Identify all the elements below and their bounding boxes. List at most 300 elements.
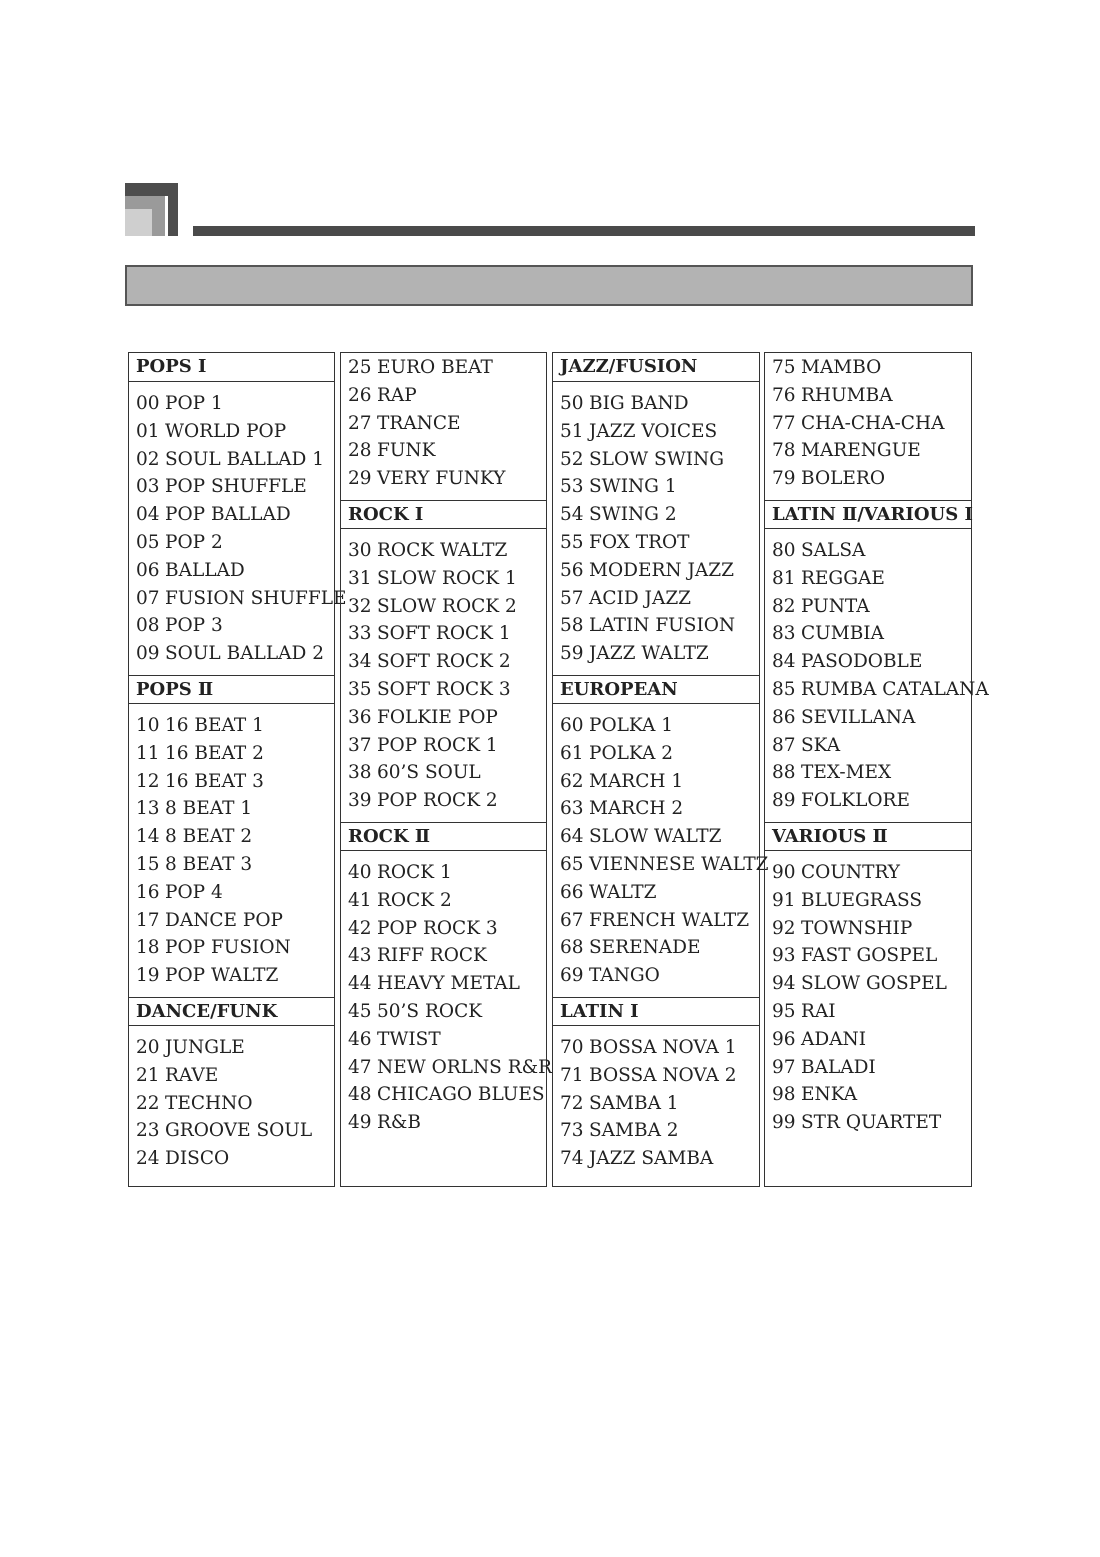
style-number: 32 bbox=[348, 595, 372, 617]
style-number: 43 bbox=[348, 945, 372, 967]
style-name: JAZZ SAMBA bbox=[589, 1148, 714, 1170]
style-name: TECHNO bbox=[165, 1092, 253, 1114]
style-name: SLOW GOSPEL bbox=[801, 973, 947, 995]
style-list-item bbox=[560, 1090, 757, 1118]
style-list-item bbox=[772, 648, 969, 676]
style-list-item bbox=[560, 740, 757, 768]
category-header: POPS Ⅱ bbox=[129, 675, 334, 704]
style-number: 06 bbox=[136, 559, 160, 581]
style-number: 40 bbox=[348, 862, 372, 883]
style-number: 01 bbox=[136, 420, 160, 442]
style-name: EURO BEAT bbox=[377, 357, 493, 378]
style-number: 49 bbox=[348, 1112, 372, 1134]
style-list-item bbox=[560, 612, 757, 640]
style-number: 82 bbox=[772, 595, 796, 617]
style-number: 25 bbox=[348, 357, 372, 378]
style-number: 66 bbox=[560, 881, 584, 903]
style-name: WALTZ bbox=[589, 881, 657, 903]
style-number: 65 bbox=[560, 854, 584, 875]
style-name: DANCE POP bbox=[165, 909, 283, 931]
style-number: 62 bbox=[560, 770, 584, 792]
style-number: 73 bbox=[560, 1120, 584, 1142]
style-number: 58 bbox=[560, 615, 584, 637]
style-list-item bbox=[348, 410, 544, 438]
style-name: POP 2 bbox=[165, 532, 223, 553]
style-list-item bbox=[348, 565, 544, 593]
style-name: COUNTRY bbox=[801, 862, 901, 883]
style-name: 60’S SOUL bbox=[377, 762, 481, 784]
style-list-item bbox=[560, 823, 757, 851]
style-number: 26 bbox=[348, 384, 372, 406]
style-list-item bbox=[772, 410, 969, 438]
style-name: 16 BEAT 1 bbox=[165, 715, 264, 736]
style-number: 99 bbox=[772, 1112, 796, 1134]
category-header: POPS Ⅰ bbox=[129, 353, 334, 382]
corner-decoration bbox=[125, 183, 178, 236]
style-name: POP WALTZ bbox=[165, 965, 279, 987]
style-number: 72 bbox=[560, 1092, 584, 1114]
style-number: 04 bbox=[136, 504, 160, 526]
style-name: GROOVE SOUL bbox=[165, 1120, 313, 1142]
style-list-item bbox=[348, 437, 544, 465]
style-name: SLOW ROCK 1 bbox=[377, 567, 517, 589]
style-list-item bbox=[560, 934, 757, 962]
style-number: 87 bbox=[772, 734, 796, 756]
style-number: 14 bbox=[136, 826, 160, 848]
style-number: 15 bbox=[136, 854, 160, 875]
style-name: POP FUSION bbox=[165, 937, 291, 959]
style-name: BOSSA NOVA 1 bbox=[589, 1037, 737, 1058]
style-list-item bbox=[560, 795, 757, 823]
style-list-item bbox=[136, 585, 347, 613]
style-number: 75 bbox=[772, 357, 796, 378]
style-name: POLKA 2 bbox=[589, 742, 673, 764]
style-list-item bbox=[136, 1090, 332, 1118]
table-column-2 bbox=[340, 352, 553, 1187]
style-number: 61 bbox=[560, 742, 584, 764]
style-number: 13 bbox=[136, 798, 160, 820]
category-header: ROCK Ⅱ bbox=[341, 822, 546, 851]
style-list-item bbox=[136, 1034, 332, 1062]
style-list-item bbox=[348, 1081, 544, 1109]
style-list-item bbox=[560, 418, 757, 446]
style-list-item bbox=[348, 970, 544, 998]
style-list-item bbox=[772, 620, 969, 648]
style-list-item bbox=[772, 465, 969, 493]
style-number: 57 bbox=[560, 587, 584, 609]
style-list-item bbox=[136, 879, 332, 907]
style-name: TEX-MEX bbox=[801, 762, 892, 784]
style-list-item bbox=[136, 390, 332, 418]
style-number: 81 bbox=[772, 567, 796, 589]
style-list-item bbox=[560, 557, 757, 585]
style-name: VIENNESE WALTZ bbox=[589, 854, 769, 875]
style-number: 97 bbox=[772, 1056, 796, 1078]
style-name: POP 3 bbox=[165, 615, 223, 637]
style-name: POP ROCK 1 bbox=[377, 734, 498, 756]
style-number: 98 bbox=[772, 1084, 796, 1106]
style-name: SOUL BALLAD 2 bbox=[165, 643, 324, 665]
style-number: 18 bbox=[136, 937, 160, 959]
style-number: 71 bbox=[560, 1064, 584, 1086]
style-list-item bbox=[348, 998, 544, 1026]
style-name: FOLKLORE bbox=[801, 790, 910, 812]
style-number: 69 bbox=[560, 965, 584, 987]
style-name: RAI bbox=[801, 1001, 836, 1022]
category-header: DANCE/FUNK bbox=[129, 997, 334, 1026]
style-list-item bbox=[136, 529, 332, 557]
style-number: 05 bbox=[136, 532, 160, 553]
table-column-3 bbox=[552, 352, 769, 1187]
style-name: POP 1 bbox=[165, 393, 223, 414]
style-number: 96 bbox=[772, 1028, 796, 1050]
style-list-item bbox=[772, 759, 969, 787]
style-name: POLKA 1 bbox=[589, 715, 673, 736]
style-name: RIFF ROCK bbox=[377, 945, 487, 967]
style-list-item bbox=[772, 732, 969, 760]
style-list-item bbox=[348, 704, 544, 732]
style-number: 00 bbox=[136, 393, 160, 414]
style-list-item bbox=[560, 1034, 757, 1062]
style-name: 8 BEAT 3 bbox=[165, 854, 253, 875]
style-list-item bbox=[136, 640, 332, 668]
style-number: 22 bbox=[136, 1092, 160, 1114]
style-number: 11 bbox=[136, 742, 160, 764]
style-list-item bbox=[560, 768, 757, 796]
style-number: 12 bbox=[136, 770, 160, 792]
style-number: 79 bbox=[772, 468, 796, 490]
rhythm-style-table bbox=[128, 352, 989, 1187]
style-list-item bbox=[772, 859, 969, 887]
table-column-1 bbox=[128, 352, 347, 1187]
header-rule bbox=[193, 226, 975, 236]
style-name: POP ROCK 3 bbox=[377, 917, 498, 939]
section-title-bar bbox=[125, 265, 973, 306]
style-name: TWIST bbox=[377, 1028, 441, 1050]
style-number: 39 bbox=[348, 790, 372, 812]
style-list-item bbox=[772, 1081, 969, 1109]
category-header: ROCK Ⅰ bbox=[341, 500, 546, 529]
style-number: 77 bbox=[772, 412, 796, 434]
style-name: VERY FUNKY bbox=[377, 468, 506, 490]
style-name: 50’S ROCK bbox=[377, 1001, 483, 1022]
category-header: LATIN Ⅱ/VARIOUS Ⅰ bbox=[765, 500, 971, 529]
style-number: 86 bbox=[772, 706, 796, 728]
style-name: CUMBIA bbox=[801, 623, 884, 645]
style-list-item bbox=[348, 787, 544, 815]
style-name: SLOW ROCK 2 bbox=[377, 595, 517, 617]
style-number: 45 bbox=[348, 1001, 372, 1022]
style-name: RAVE bbox=[165, 1064, 219, 1086]
style-list-item bbox=[560, 907, 757, 935]
style-name: 8 BEAT 1 bbox=[165, 798, 253, 820]
style-number: 36 bbox=[348, 706, 372, 728]
style-list-item bbox=[560, 529, 757, 557]
style-number: 37 bbox=[348, 734, 372, 756]
style-name: RHUMBA bbox=[801, 384, 893, 406]
style-list-item bbox=[348, 732, 544, 760]
style-number: 55 bbox=[560, 532, 584, 553]
style-list-item bbox=[560, 446, 757, 474]
style-number: 07 bbox=[136, 587, 160, 609]
style-name: SLOW SWING bbox=[589, 448, 724, 470]
style-name: POP 4 bbox=[165, 881, 223, 903]
style-name: SALSA bbox=[801, 540, 866, 561]
style-name: SERENADE bbox=[589, 937, 701, 959]
style-number: 84 bbox=[772, 651, 796, 673]
style-number: 80 bbox=[772, 540, 796, 561]
style-number: 42 bbox=[348, 917, 372, 939]
style-list-item bbox=[136, 557, 332, 585]
style-number: 52 bbox=[560, 448, 584, 470]
style-number: 21 bbox=[136, 1064, 160, 1086]
style-name: PUNTA bbox=[801, 595, 870, 617]
style-name: SEVILLANA bbox=[801, 706, 916, 728]
style-name: LATIN FUSION bbox=[589, 615, 736, 637]
style-list-item bbox=[136, 446, 332, 474]
style-list-item bbox=[560, 962, 757, 990]
style-number: 95 bbox=[772, 1001, 796, 1022]
style-number: 53 bbox=[560, 476, 584, 498]
style-list-item bbox=[136, 962, 332, 990]
style-number: 48 bbox=[348, 1084, 372, 1106]
style-list-item bbox=[136, 473, 332, 501]
style-number: 68 bbox=[560, 937, 584, 959]
style-name: TOWNSHIP bbox=[801, 917, 913, 939]
style-number: 02 bbox=[136, 448, 160, 470]
category-header: JAZZ/FUSION bbox=[553, 353, 759, 382]
style-number: 30 bbox=[348, 540, 372, 561]
style-name: REGGAE bbox=[801, 567, 885, 589]
style-name: SOFT ROCK 2 bbox=[377, 651, 511, 673]
style-list-item bbox=[136, 934, 332, 962]
style-name: MAMBO bbox=[801, 357, 882, 378]
style-number: 24 bbox=[136, 1148, 160, 1170]
style-number: 78 bbox=[772, 440, 796, 462]
style-list-item bbox=[348, 859, 544, 887]
style-number: 60 bbox=[560, 715, 584, 736]
style-name: MARCH 2 bbox=[589, 798, 684, 820]
style-number: 16 bbox=[136, 881, 160, 903]
style-list-item bbox=[560, 851, 769, 879]
style-number: 03 bbox=[136, 476, 160, 498]
style-list-item bbox=[348, 648, 544, 676]
style-name: SWING 2 bbox=[589, 504, 677, 526]
style-list-item bbox=[136, 768, 332, 796]
style-number: 47 bbox=[348, 1056, 372, 1078]
style-name: 16 BEAT 3 bbox=[165, 770, 264, 792]
category-header: VARIOUS Ⅱ bbox=[765, 822, 971, 851]
style-list-item bbox=[560, 390, 757, 418]
style-number: 64 bbox=[560, 826, 584, 848]
style-name: ADANI bbox=[801, 1028, 867, 1050]
style-list-item bbox=[348, 1054, 553, 1082]
style-list-item bbox=[560, 501, 757, 529]
style-list-item bbox=[136, 1145, 332, 1173]
style-number: 08 bbox=[136, 615, 160, 637]
style-name: SAMBA 2 bbox=[589, 1120, 679, 1142]
style-list-item bbox=[560, 1117, 757, 1145]
style-number: 90 bbox=[772, 862, 796, 883]
category-header: EUROPEAN bbox=[553, 675, 759, 704]
style-list-item bbox=[348, 465, 544, 493]
style-name: SKA bbox=[801, 734, 841, 756]
style-list-item bbox=[772, 1054, 969, 1082]
style-number: 44 bbox=[348, 973, 372, 995]
style-list-item bbox=[136, 795, 332, 823]
style-list-item bbox=[348, 354, 544, 382]
style-name: POP SHUFFLE bbox=[165, 476, 307, 498]
style-list-item bbox=[772, 676, 989, 704]
style-number: 89 bbox=[772, 790, 796, 812]
style-number: 38 bbox=[348, 762, 372, 784]
style-name: POP ROCK 2 bbox=[377, 790, 498, 812]
style-list-item bbox=[560, 640, 757, 668]
style-name: JAZZ WALTZ bbox=[589, 643, 709, 665]
style-list-item bbox=[348, 620, 544, 648]
style-name: JAZZ VOICES bbox=[589, 420, 718, 442]
style-number: 09 bbox=[136, 643, 160, 665]
style-name: ACID JAZZ bbox=[589, 587, 692, 609]
category-header: LATIN Ⅰ bbox=[553, 997, 759, 1026]
style-name: BIG BAND bbox=[589, 393, 689, 414]
style-list-item bbox=[560, 1145, 757, 1173]
style-name: TANGO bbox=[589, 965, 660, 987]
style-list-item bbox=[348, 942, 544, 970]
style-number: 74 bbox=[560, 1148, 584, 1170]
style-name: MARENGUE bbox=[801, 440, 921, 462]
style-number: 19 bbox=[136, 965, 160, 987]
style-number: 92 bbox=[772, 917, 796, 939]
style-name: BALADI bbox=[801, 1056, 876, 1078]
style-number: 94 bbox=[772, 973, 796, 995]
table-column-4 bbox=[764, 352, 989, 1187]
style-name: FAST GOSPEL bbox=[801, 945, 938, 967]
style-number: 76 bbox=[772, 384, 796, 406]
style-name: SWING 1 bbox=[589, 476, 677, 498]
style-list-item bbox=[136, 823, 332, 851]
style-name: R&B bbox=[377, 1112, 421, 1134]
style-name: SLOW WALTZ bbox=[589, 826, 722, 848]
style-name: WORLD POP bbox=[165, 420, 287, 442]
style-number: 70 bbox=[560, 1037, 584, 1058]
style-number: 17 bbox=[136, 909, 160, 931]
style-list-item bbox=[348, 593, 544, 621]
style-name: HEAVY METAL bbox=[377, 973, 520, 995]
style-list-item bbox=[772, 887, 969, 915]
style-list-item bbox=[772, 437, 969, 465]
style-name: JUNGLE bbox=[165, 1037, 245, 1058]
style-list-item bbox=[348, 676, 544, 704]
style-list-item bbox=[772, 704, 969, 732]
style-list-item bbox=[772, 970, 969, 998]
style-number: 23 bbox=[136, 1120, 160, 1142]
style-name: FRENCH WALTZ bbox=[589, 909, 750, 931]
style-list-item bbox=[136, 851, 332, 879]
style-list-item bbox=[772, 998, 969, 1026]
style-name: PASODOBLE bbox=[801, 651, 923, 673]
style-number: 50 bbox=[560, 393, 584, 414]
style-list-item bbox=[348, 1026, 544, 1054]
style-name: 8 BEAT 2 bbox=[165, 826, 253, 848]
style-number: 85 bbox=[772, 679, 796, 700]
style-list-item bbox=[772, 537, 969, 565]
style-number: 93 bbox=[772, 945, 796, 967]
style-list-item bbox=[772, 354, 969, 382]
style-list-item bbox=[560, 585, 757, 613]
style-name: BOLERO bbox=[801, 468, 885, 490]
style-name: SAMBA 1 bbox=[589, 1092, 679, 1114]
style-name: NEW ORLNS R&R bbox=[377, 1056, 553, 1078]
style-list-item bbox=[772, 787, 969, 815]
style-name: SOFT ROCK 1 bbox=[377, 623, 511, 645]
style-number: 34 bbox=[348, 651, 372, 673]
style-number: 51 bbox=[560, 420, 584, 442]
style-name: RAP bbox=[377, 384, 417, 406]
style-list-item bbox=[136, 1062, 332, 1090]
style-list-item bbox=[348, 915, 544, 943]
style-list-item bbox=[136, 1117, 332, 1145]
style-number: 88 bbox=[772, 762, 796, 784]
style-list-item bbox=[136, 907, 332, 935]
style-number: 20 bbox=[136, 1037, 160, 1058]
style-name: DISCO bbox=[165, 1148, 230, 1170]
style-number: 29 bbox=[348, 468, 372, 490]
style-name: CHA-CHA-CHA bbox=[801, 412, 945, 434]
style-list-item bbox=[348, 382, 544, 410]
style-name: ROCK 1 bbox=[377, 862, 452, 883]
style-list-item bbox=[772, 382, 969, 410]
style-number: 63 bbox=[560, 798, 584, 820]
style-number: 59 bbox=[560, 643, 584, 665]
style-list-item bbox=[136, 612, 332, 640]
style-name: BOSSA NOVA 2 bbox=[589, 1064, 737, 1086]
style-number: 27 bbox=[348, 412, 372, 434]
style-list-item bbox=[772, 915, 969, 943]
style-name: MODERN JAZZ bbox=[589, 559, 734, 581]
style-list-item bbox=[136, 418, 332, 446]
style-list-item bbox=[136, 740, 332, 768]
style-number: 41 bbox=[348, 889, 372, 911]
style-name: 16 BEAT 2 bbox=[165, 742, 264, 764]
style-list-item bbox=[560, 1062, 757, 1090]
style-list-item bbox=[560, 879, 757, 907]
style-name: BLUEGRASS bbox=[801, 889, 923, 911]
style-number: 33 bbox=[348, 623, 372, 645]
style-name: SOUL BALLAD 1 bbox=[165, 448, 324, 470]
style-name: FUSION SHUFFLE bbox=[165, 587, 347, 609]
style-name: MARCH 1 bbox=[589, 770, 684, 792]
style-list-item bbox=[772, 1026, 969, 1054]
style-number: 28 bbox=[348, 440, 372, 462]
style-list-item bbox=[560, 712, 757, 740]
style-name: ENKA bbox=[801, 1084, 858, 1106]
style-name: FOLKIE POP bbox=[377, 706, 498, 728]
style-number: 10 bbox=[136, 715, 160, 736]
style-name: SOFT ROCK 3 bbox=[377, 679, 511, 700]
style-number: 67 bbox=[560, 909, 584, 931]
style-list-item bbox=[136, 712, 332, 740]
style-name: ROCK 2 bbox=[377, 889, 452, 911]
style-name: TRANCE bbox=[377, 412, 461, 434]
style-number: 31 bbox=[348, 567, 372, 589]
style-number: 35 bbox=[348, 679, 372, 700]
style-name: RUMBA CATALANA bbox=[801, 679, 989, 700]
style-name: BALLAD bbox=[165, 559, 245, 581]
style-list-item bbox=[772, 942, 969, 970]
style-list-item bbox=[348, 537, 544, 565]
style-number: 83 bbox=[772, 623, 796, 645]
